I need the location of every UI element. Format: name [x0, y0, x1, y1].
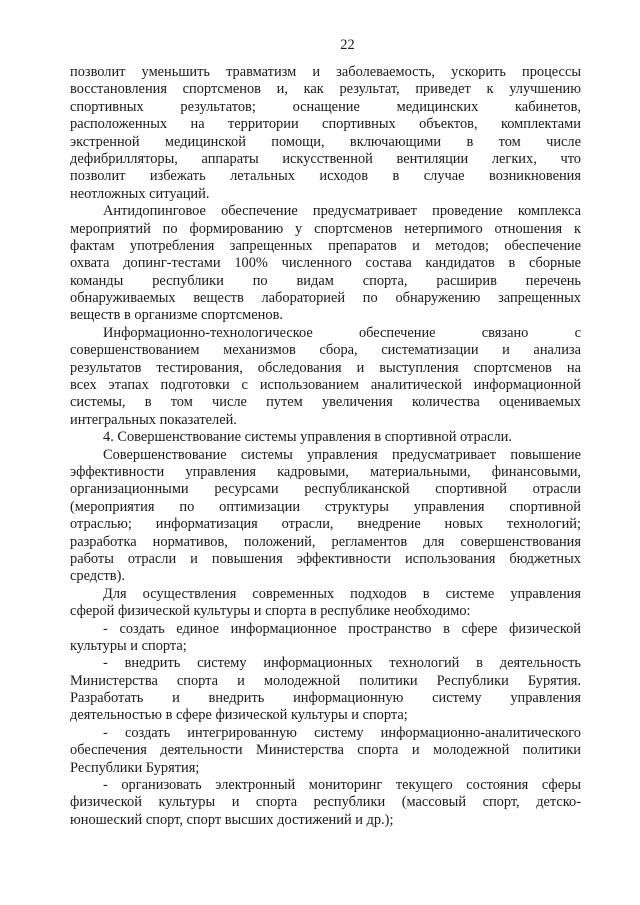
- text-line: расположенных на территории спортивных объектов, комплектами: [70, 116, 581, 133]
- text-line: - организовать электронный мониторинг текущего состояния сферы: [103, 777, 581, 794]
- text-line: Информационно-технологическое обеспечение связано с: [103, 324, 581, 341]
- text-line: Разработать и внедрить информационную систему управления: [70, 690, 581, 707]
- paragraph: [70, 655, 581, 725]
- text-line: юношеский спорт, спорт высших достижений и др.);: [70, 811, 394, 828]
- text-line: работы отрасли и повышения эффективности использования бюджетных: [70, 550, 581, 567]
- text-line: экстренной медицинской помощи, включающими в том числе: [70, 133, 581, 150]
- text-line: - внедрить систему информационных технологий в деятельность: [103, 655, 581, 672]
- paragraph: [70, 203, 581, 325]
- text-line: охвата допинг-тестами 100% численного состава кандидатов в сборные: [70, 255, 581, 272]
- text-line: Совершенствование системы управления предусматривает повышение: [103, 446, 581, 463]
- text-line: фактам употребления запрещенных препаратов и методов; обеспечение: [70, 237, 581, 254]
- text-line: результатов тестирования, обследования и выступления спортсменов на: [70, 359, 581, 376]
- paragraph: [70, 64, 581, 203]
- text-line: восстановления спортсменов и, как результат, приведет к улучшению: [70, 81, 581, 98]
- paragraph: [70, 777, 581, 829]
- text-line: 4. Совершенствование системы управления в спортивной отрасли.: [103, 429, 512, 446]
- text-line: совершенствованием механизмов сбора, систематизации и анализа: [70, 342, 581, 359]
- text-body: [70, 64, 581, 829]
- page-number: 22: [340, 37, 355, 53]
- text-line: обнаруживаемых веществ лабораторией по обнаружению запрещенных: [70, 290, 581, 307]
- text-line: средств).: [70, 568, 125, 585]
- text-line: неотложных ситуаций.: [70, 185, 210, 202]
- text-line: команды республики по видам спорта, расширив перечень: [70, 272, 581, 289]
- text-line: всех этапах подготовки с использованием аналитической информационной: [70, 377, 581, 394]
- text-line: физической культуры и спорта республики (массовый спорт, детско-: [70, 794, 581, 811]
- text-line: эффективности управления кадровыми, материальными, финансовыми,: [70, 463, 581, 480]
- text-line: системы, в том числе путем увеличения количества оцениваемых: [70, 394, 581, 411]
- text-line: Республики Бурятия;: [70, 759, 200, 776]
- text-line: обеспечения деятельности Министерства спорта и молодежной политики: [70, 742, 581, 759]
- text-line: разработка нормативов, положений, регламентов для совершенствования: [70, 533, 581, 550]
- text-line: - создать интегрированную систему информационно-аналитического: [103, 724, 581, 741]
- text-line: сферой физической культуры и спорта в республике необходимо:: [70, 603, 471, 620]
- paragraph: [70, 725, 581, 777]
- text-line: дефибрилляторы, аппараты искусственной вентиляции легких, что: [70, 150, 581, 167]
- text-line: интегральных показателей.: [70, 411, 237, 428]
- text-line: отраслью; информатизация отрасли, внедрение новых технологий;: [70, 516, 581, 533]
- text-line: Для осуществления современных подходов в системе управления: [103, 585, 581, 602]
- text-line: культуры и спорта;: [70, 637, 187, 654]
- paragraph: [70, 325, 581, 429]
- text-line: мероприятий по формированию у спортсменов нетерпимого отношения к: [70, 220, 581, 237]
- text-line: веществ в организме спортсменов.: [70, 307, 283, 324]
- paragraph: [70, 586, 581, 656]
- text-line: (мероприятия по оптимизации структуры управления спортивной: [70, 498, 581, 515]
- text-line: позволит уменьшить травматизм и заболеваемость, ускорить процессы: [70, 64, 581, 80]
- text-line: деятельностью в сфере физической культуры и спорта;: [70, 707, 408, 724]
- text-line: Антидопинговое обеспечение предусматривает проведение комплекса: [103, 203, 581, 220]
- paragraph: [70, 429, 581, 446]
- text-line: организационными ресурсами республиканской спортивной отрасли: [70, 481, 581, 498]
- text-line: спортивных результатов; оснащение медицинских кабинетов,: [70, 98, 581, 115]
- text-line: позволит избежать летальных исходов в случае возникновения: [70, 168, 581, 185]
- text-line: - создать единое информационное пространство в сфере физической: [103, 620, 581, 637]
- paragraph: [70, 447, 581, 586]
- text-line: Министерства спорта и молодежной политики Республики Бурятия.: [70, 672, 581, 689]
